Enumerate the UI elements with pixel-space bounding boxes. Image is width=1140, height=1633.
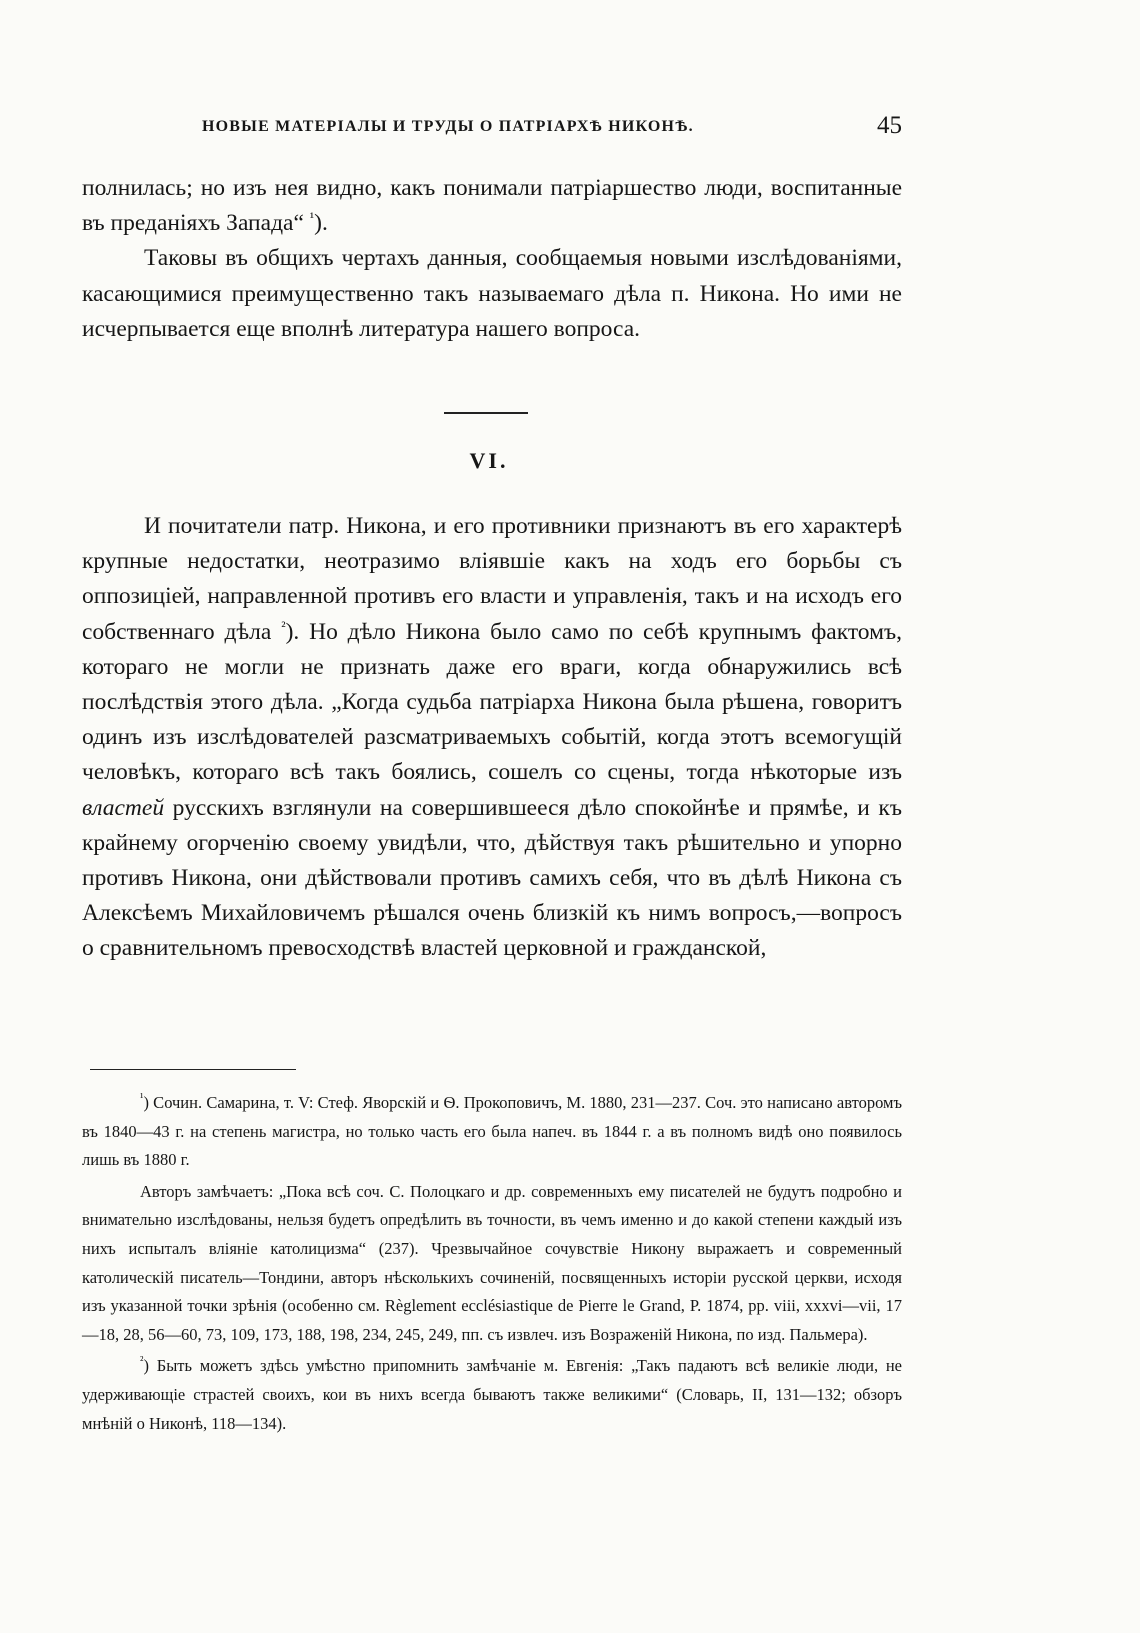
footnote-text: ) Сочин. Самарина, т. V: Стеф. Яворскій и Ѳ. Прокоповичъ, М. 1880, 231—237. Соч. это написано авторомъ въ 1840—43 г. на степень магистра, но только часть его была напеч. въ 1844 г. а въ полномъ видѣ оно появилось лишь въ 1880 г.: [82, 1093, 902, 1170]
paragraph: Таковы въ общихъ чертахъ данныя, сообщаемыя новыми изслѣдованіями, касающимися преимущественно такъ называемаго дѣла п. Никона. Но ими не исчерпывается еще вполнѣ литература нашего вопроса.: [82, 245, 902, 342]
paragraph-text: полнилась; но изъ нея видно, какъ понимали патріаршество люди, воспитанные въ преданіяхъ Запада“: [82, 175, 902, 237]
paragraph-text: ). Но дѣло Никона было само по себѣ крупнымъ фактомъ, котораго не могли не признать даже его враги, когда обнаружились всѣ послѣдствія этого дѣла. „Когда судьба патріарха Никона была рѣшена, говоритъ одинъ изъ изслѣдователей разсматриваемыхъ событій, когда этотъ всемогущій человѣкъ, котораго всѣ такъ боялись, сошелъ со сцены, тогда нѣкоторые изъ: [82, 618, 902, 786]
footnote-1: [82, 1089, 902, 1175]
book-page: [82, 0, 902, 1633]
paragraph-text: И почитатели патр. Никона, и его противники признаютъ въ его характерѣ крупные недостатки, неотразимо вліявшіе какъ на ходъ его борьбы съ оппозиціей, направленной противъ его власти и управленія, такъ и на исходъ его собственнаго дѣла: [82, 513, 902, 645]
italic-word: властей: [82, 794, 165, 821]
section-heading: VI.: [469, 448, 509, 473]
footnote-marker-2: ²: [140, 1355, 144, 1368]
footnote-ref-1: ¹: [309, 210, 315, 227]
section-divider: [444, 412, 528, 414]
paragraph: [82, 509, 902, 967]
footnote-ref-2: ²: [281, 618, 286, 635]
footnote-text: ) Быть можетъ здѣсь умѣстно припомнить замѣчаніе м. Евгенія: „Такъ падаютъ всѣ великіе люди, не удерживающіе страстей своихъ, кои въ нихъ всегда бываютъ также великими“ (Словарь, II, 131—132; обзоръ мнѣній о Никонѣ, 118—134).: [82, 1356, 902, 1433]
footnotes: [82, 1089, 902, 1441]
page-header: [82, 114, 902, 144]
paragraph-text: русскихъ взглянули на совершившееся дѣло спокойнѣе и прямѣе, и къ крайнему огорченію своему увидѣли, что, дѣйствуя такъ рѣшительно и упорно противъ Никона, они дѣйствовали противъ самихъ себя, что въ дѣлѣ Никона съ Алексѣемъ Михайловичемъ рѣшался очень близкій къ нимъ вопросъ,—вопросъ о сравнительномъ превосходствѣ властей церковной и гражданской,: [82, 794, 902, 962]
footnote-marker-1: ¹: [140, 1092, 144, 1105]
running-head: НОВЫЕ МАТЕРІАЛЫ И ТРУДЫ О ПАТРІАРХѢ НИКОНѢ.: [202, 118, 694, 135]
paragraph-end: ).: [314, 210, 328, 237]
footnote-1-continued: Авторъ замѣчаетъ: „Пока всѣ соч. С. Полоцкаго и др. современныхъ ему писателей не будутъ подробно и внимательно изслѣдованы, нельзя будетъ опредѣлить въ точности, въ чемъ именно и до какой степени каждый изъ нихъ испыталъ вліяніе католицизма“ (237). Чрезвычайное сочувствіе Никону выражаетъ и современный католическій писатель—Тондини, авторъ нѣсколькихъ сочиненій, посвященныхъ исторіи русской церкви, исходя изъ указанной точки зрѣнія (особенно см. Règlement ecclésiastique de Pierre le Grand, P. 1874, pp. viii, xxxvi—vii, 17—18, 28, 56—60, 73, 109, 173, 188, 198, 234, 245, 249, пп. съ извлеч. изъ Возраженій Никона, по изд. Пальмера).: [82, 1181, 902, 1344]
paragraph-continuation: [82, 171, 902, 241]
text-block-top: [82, 171, 902, 347]
footnote-2: [82, 1352, 902, 1438]
footnote-rule: [90, 1069, 296, 1070]
text-block-main: [82, 509, 902, 967]
page-number: 45: [877, 112, 902, 139]
